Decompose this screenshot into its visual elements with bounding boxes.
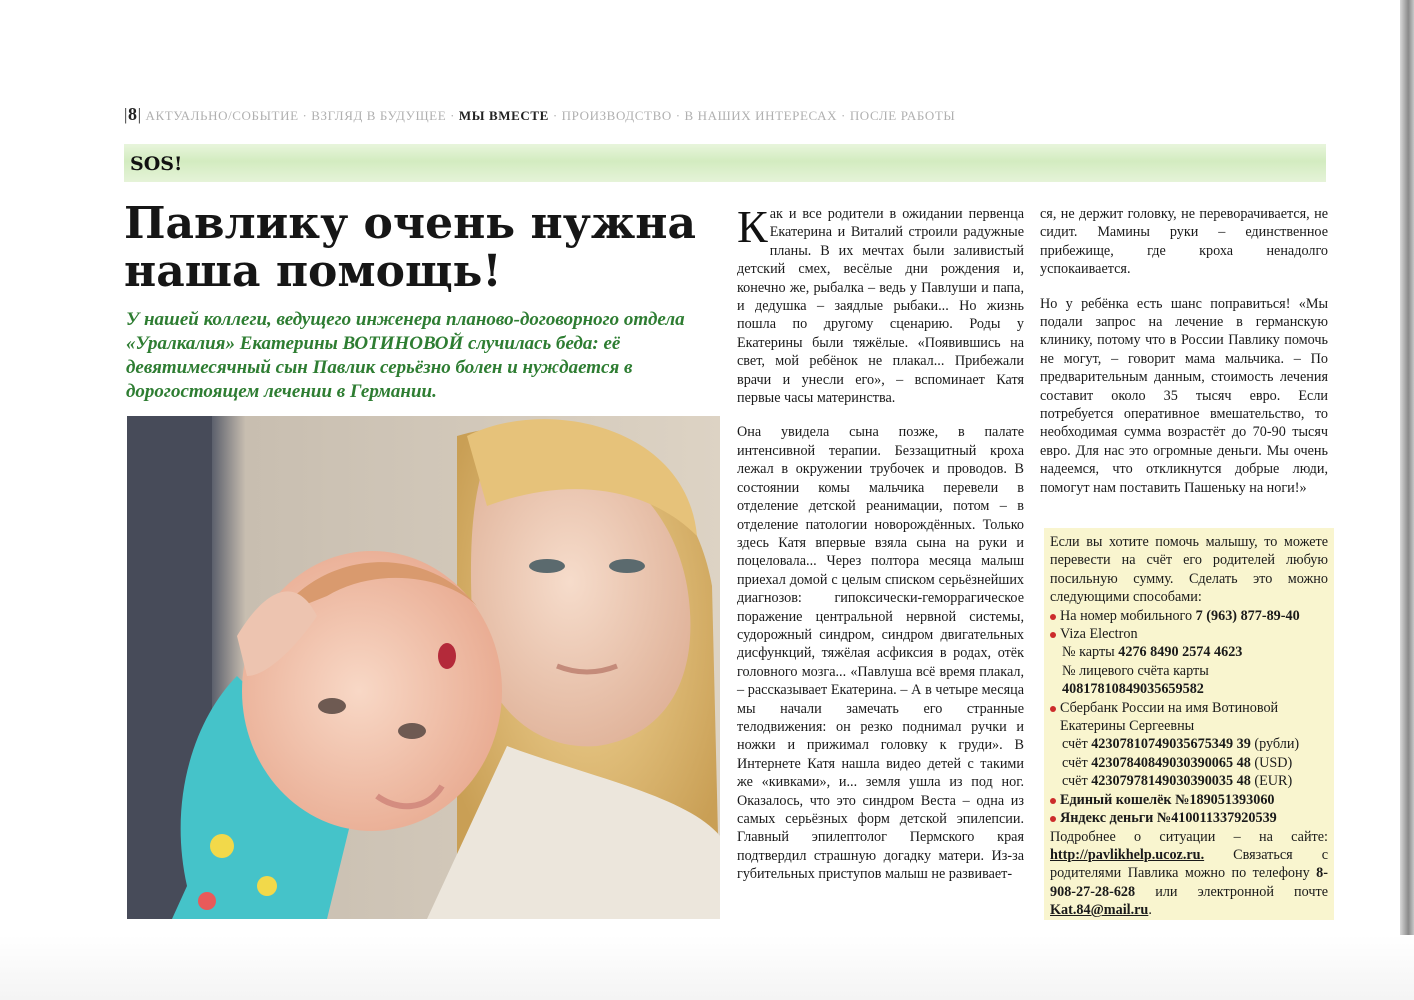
body-paragraph-1: Как и все родители в ожидании первенца Екатерина и Виталий строили радужные планы. В их мечтах были заливистый детский смех, весёлые дни рождения и, конечно же, рыбалка – ведь у Павлуши и папа, и дедушка – заядлые рыбаки... Но жизнь пошла по другому сценарию. Роды у Екатерины были тяжёлые. «Появившись на свет, мой ребёнок не плакал... Прибежали врачи и унесли его», – вспоминает Катя первые часы материнства.	[737, 201, 1024, 407]
method-wallet: Единый кошелёк №189051393060	[1050, 791, 1328, 809]
section-after-work[interactable]: ПОСЛЕ РАБОТЫ	[849, 108, 956, 123]
method-visa: Viza Electron	[1050, 625, 1328, 643]
scan-bottom-band	[0, 935, 1414, 1000]
headline-line-2: наша помощь!	[124, 246, 502, 297]
section-separator: ·	[450, 108, 456, 123]
page-number-bar: |	[124, 105, 129, 124]
article-headline	[124, 200, 704, 296]
section-separator: ·	[675, 108, 681, 123]
page-number-bar: |	[137, 105, 142, 124]
headline-line-1: Павлику очень нужна	[124, 198, 696, 249]
mother-and-baby-photo	[127, 416, 720, 919]
sber-account-eur: счёт 42307978149030390035 48 (EUR)	[1062, 773, 1293, 790]
baby-eye-left	[318, 698, 346, 714]
mobile-number: 7 (963) 877-89-40	[1195, 607, 1300, 624]
section-separator: ·	[552, 108, 558, 123]
visa-account-label: № лицевого счёта карты	[1062, 662, 1209, 679]
donation-intro: Если вы хотите помочь малышу, то можете перевести на счёт его родителей любую посильную сумму. Сделать это можно следующими способами:	[1050, 534, 1328, 606]
baby-eye-right	[398, 723, 426, 739]
body-paragraph-4: Но у ребёнка есть шанс поправиться! «Мы подали запрос на лечение в германскую клинику, потому что в России Павлику помочь не могут, – говорит мама мальчика. – По предварительным данным, стоимость лечения составит около 35 тысяч евро. Если потребуется оперативное вмешательство, то необходимая сумма возрастёт до 70-90 тысяч евро. Для нас это огромные деньги. Мы очень надеемся, что откликнутся добрые люди, помогут нам поставить Пашеньку на ноги!»	[1040, 295, 1328, 496]
contact-info: Подробнее о ситуации – на сайте: http://pavlikhelp.ucoz.ru. Связаться с родителями Павлика можно по телефону 8-908-27-28-628 или электронной почте Kat.84@mail.ru.	[1050, 828, 1328, 919]
rubric-band	[124, 144, 1326, 182]
body-paragraph-2: Она увидела сына позже, в палате интенсивной терапии. Беззащитный кроха лежал в окружении трубочек и проводов. В состоянии комы мальчика перевели в отделение детской реанимации, потом – в отделение патологии новорождённых. Только здесь Катя впервые взяла сына на руки и поцеловала... Через полтора месяца малыш приехал домой с целым списком серьёзнейших диагнозов: гипоксически-геморрагическое поражение центральной нервной системы, судорожный синдром, синдром двигательных дисфункций, тяжёлая асфиксия в родах, отёк головного мозга... «Павлуша всё время плакал, – рассказывает Екатерина. – А в четыре месяца мы начали замечать его странные телодвижения: он резко поднимал ручки и ножки и прижимал головку к груди». В Интернете Катя нашла видео детей с такими же «кивками», и... земля ушла из под ног. Оказалось, что это синдром Веста – одна из самых серьёзных форм детской эпилепсии. Главный эпилептолог Пермского края подтвердил страшную догадку матери. Из-за губительных приступов малыш не развивает-	[737, 424, 1024, 883]
email-link[interactable]: Kat.84@mail.ru	[1050, 902, 1149, 919]
body-paragraph-3: ся, не держит головку, не переворачивается, не сидит. Мамины руки – единственное прибежище, где кроха ненадолго успокаивается.	[1040, 206, 1328, 278]
contact-phone: 8-908-27-28-628	[1050, 865, 1328, 900]
section-header	[124, 104, 1024, 126]
page-edge	[1400, 0, 1414, 1000]
section-together[interactable]: МЫ ВМЕСТЕ	[458, 108, 549, 123]
donation-methods	[1050, 607, 1328, 828]
drop-cap: К	[737, 201, 768, 252]
donation-info-box	[1044, 528, 1334, 920]
visa-account-number: 40817810849035659582	[1062, 681, 1204, 698]
section-separator: ·	[302, 108, 308, 123]
method-sberbank: Сбербанк России на имя Вотиновой Екатерины Сергеевны	[1050, 699, 1328, 736]
mother-eye-left	[529, 559, 565, 573]
sber-account-usd: счёт 42307840849030390065 48 (USD)	[1062, 754, 1293, 771]
mother-eye-right	[609, 559, 645, 573]
method-mobile: На номер мобильного 7 (963) 877-89-40	[1050, 607, 1328, 625]
rubric-label: SOS!	[130, 153, 183, 175]
section-separator: ·	[841, 108, 846, 123]
baby-birthmark	[438, 643, 456, 669]
article-column-right	[1040, 205, 1328, 513]
section-future[interactable]: ВЗГЛЯД В БУДУЩЕЕ	[311, 108, 447, 123]
method-yandex: Яндекс деньги №410011337920539	[1050, 809, 1328, 827]
section-interests[interactable]: В НАШИХ ИНТЕРЕСАХ	[684, 108, 838, 123]
section-production[interactable]: ПРОИЗВОДСТВО	[561, 108, 672, 123]
article-column-middle	[737, 201, 1024, 900]
sber-account-rub: счёт 42307810749035675349 39 (рубли)	[1062, 736, 1300, 753]
visa-card-number: № карты 4276 8490 2574 4623	[1062, 644, 1243, 661]
section-actual[interactable]: АКТУАЛЬНО/СОБЫТИЕ	[145, 108, 299, 123]
article-photo	[127, 416, 720, 919]
article-lead: У нашей коллеги, ведущего инженера планово-договорного отдела «Уралкалия» Екатерины ВОТИНОВОЙ случилась беда: её девятимесячный сын Павлик серьёзно болен и нуждается в дорогостоящем лечении в Германии.	[126, 309, 685, 402]
site-link[interactable]: http://pavlikhelp.ucoz.ru.	[1050, 846, 1205, 863]
page-number: 8	[128, 104, 138, 124]
